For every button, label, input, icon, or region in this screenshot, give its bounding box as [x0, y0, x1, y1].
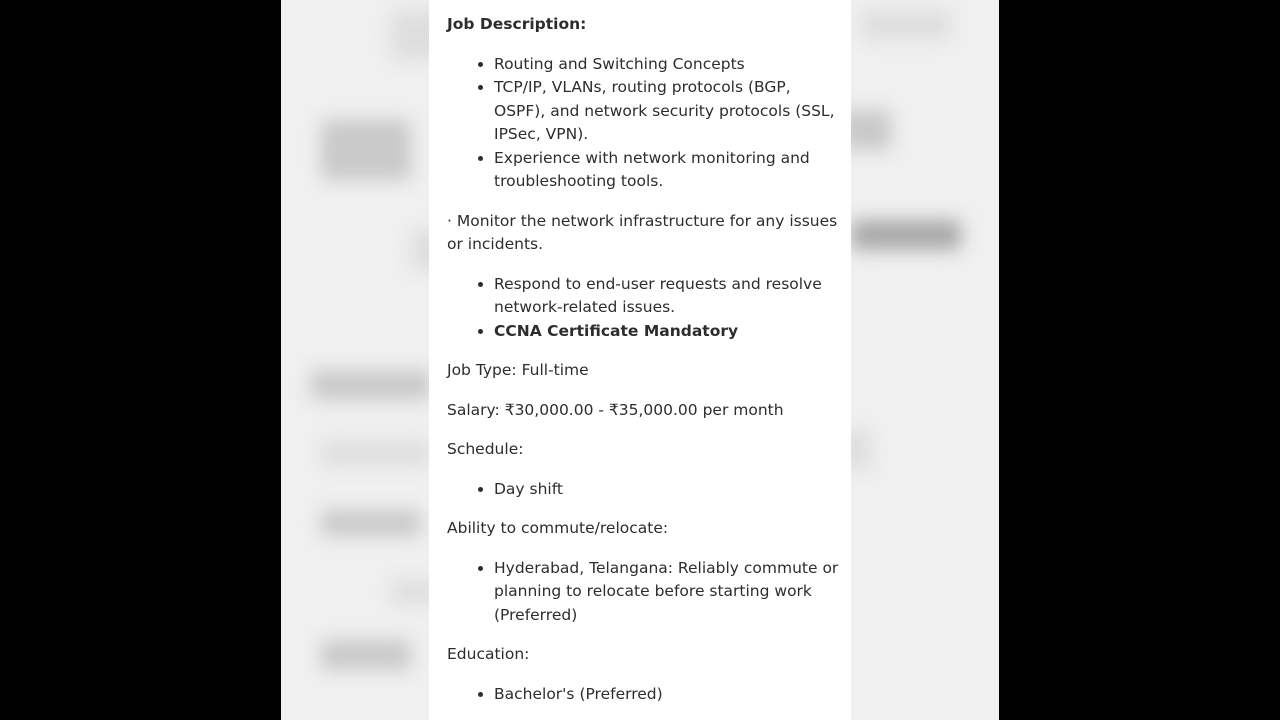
salary: Salary: ₹30,000.00 - ₹35,000.00 per month — [447, 400, 784, 419]
list-item: • Bachelor's (Preferred) — [494, 683, 839, 707]
ccna-requirement: • CCNA Certificate Mandatory — [494, 320, 839, 344]
education-label: Education: — [447, 645, 530, 663]
list-item: • Experience with network monitoring and troubleshooting tools. — [494, 147, 839, 194]
monitor-paragraph: · Monitor the network infrastructure for any issues or incidents. — [447, 211, 838, 253]
list-item: • Routing and Switching Concepts — [494, 53, 839, 77]
list-item: • Respond to end-user requests and resolve network-related issues. — [494, 273, 839, 320]
list-item: • Hyderabad, Telangana: Reliably commute or planning to relocate before starting work (Preferred) — [494, 557, 839, 628]
job-type: Job Type: Full-time — [447, 361, 589, 379]
job-description-content — [447, 13, 839, 720]
schedule-list — [447, 478, 839, 502]
list-item: • Day shift — [494, 478, 839, 502]
responsibilities-list — [447, 273, 839, 344]
list-item: • TCP/IP, VLANs, routing protocols (BGP, OSPF), and network security protocols (SSL, IPSec, VPN). — [494, 76, 839, 147]
job-description-heading: Job Description: — [447, 15, 587, 33]
education-list — [447, 683, 839, 707]
commute-label: Ability to commute/relocate: — [447, 519, 669, 537]
requirements-list — [447, 53, 839, 194]
job-description-card — [429, 0, 851, 720]
commute-list — [447, 557, 839, 628]
schedule-label: Schedule: — [447, 440, 524, 458]
